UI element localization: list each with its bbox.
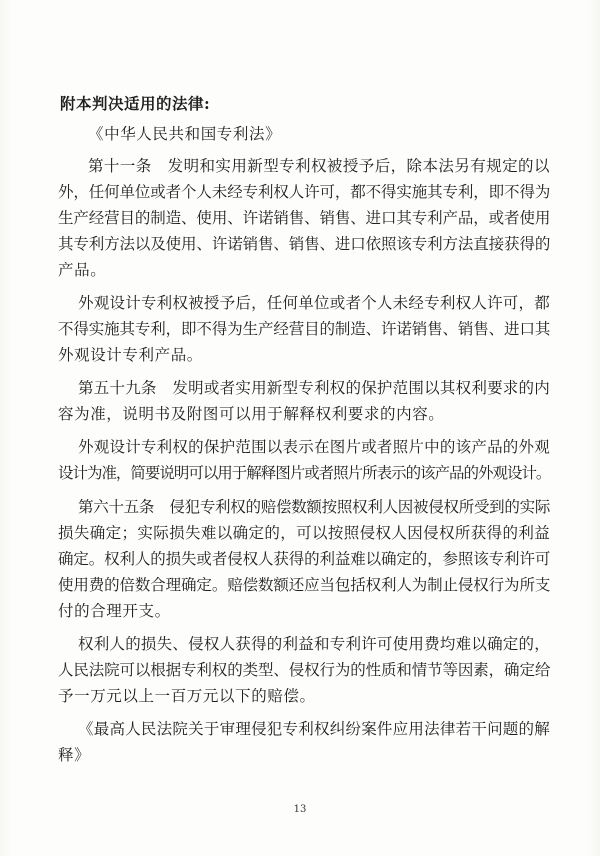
article-11-line-2: 外，任何单位或者个人未经专利权人许可，都不得实施其专利，即不得为 [58,183,551,201]
design-para-line-3: 外观设计专利产品。 [58,346,203,364]
article-65-line-2: 损失确定；实际损失难以确定的，可以按照侵权人因侵权所获得的利益 [58,524,551,542]
design-scope-line-1: 外观设计专利权的保护范围以表示在图片或者照片中的该产品的外观 [78,438,551,456]
design-scope-line-2: 设计为准，简要说明可以用于解释图片或者照片所表示的该产品的外观设计。 [58,464,551,482]
article-59-line-1: 第五十九条 发明或者实用新型专利权的保护范围以其权利要求的内 [78,379,551,397]
heading: 附本判决适用的法律: [60,94,211,113]
article-65-line-4: 使用费的倍数合理确定。赔偿数额还应当包括权利人为制止侵权行为所支 [58,576,551,594]
damages-para-line-1: 权利人的损失、侵权人获得的利益和专利许可使用费均难以确定的， [78,635,551,653]
article-65-line-1: 第六十五条 侵犯专利权的赔偿数额按照权利人因被侵权所受到的实际 [78,498,551,516]
article-65-line-5: 付的合理开支。 [58,602,171,620]
page-number: 13 [293,804,307,815]
law-title: 《中华人民共和国专利法》 [88,125,282,143]
article-65-line-3: 确定。权利人的损失或者侵权人获得的利益难以确定的，参照该专利许可 [58,550,551,568]
article-59-line-2: 容为准，说明书及附图可以用于解释权利要求的内容。 [58,405,445,423]
damages-para-line-3: 予一万元以上一百万元以下的赔偿。 [58,687,316,705]
article-11-line-5: 产品。 [58,261,107,279]
article-11-line-1: 第十一条 发明和实用新型专利权被授予后，除本法另有规定的以 [88,157,550,175]
design-para-line-2: 不得实施其专利，即不得为生产经营目的制造、许诺销售、销售、进口其 [58,320,551,338]
interpretation-title-line-1: 《最高人民法院关于审理侵犯专利权纠纷案件应用法律若干问题的解 [78,720,551,738]
damages-para-line-2: 人民法院可以根据专利权的类型、侵权行为的性质和情节等因素，确定给 [58,661,551,679]
article-11-line-3: 生产经营目的制造、使用、许诺销售、销售、进口其专利产品，或者使用 [58,209,551,227]
interpretation-title-line-2: 释》 [58,746,91,764]
design-para-line-1: 外观设计专利权被授予后，任何单位或者个人未经专利权人许可，都 [78,294,551,312]
article-11-line-4: 其专利方法以及使用、许诺销售、销售、进口依照该专利方法直接获得的 [58,235,551,253]
